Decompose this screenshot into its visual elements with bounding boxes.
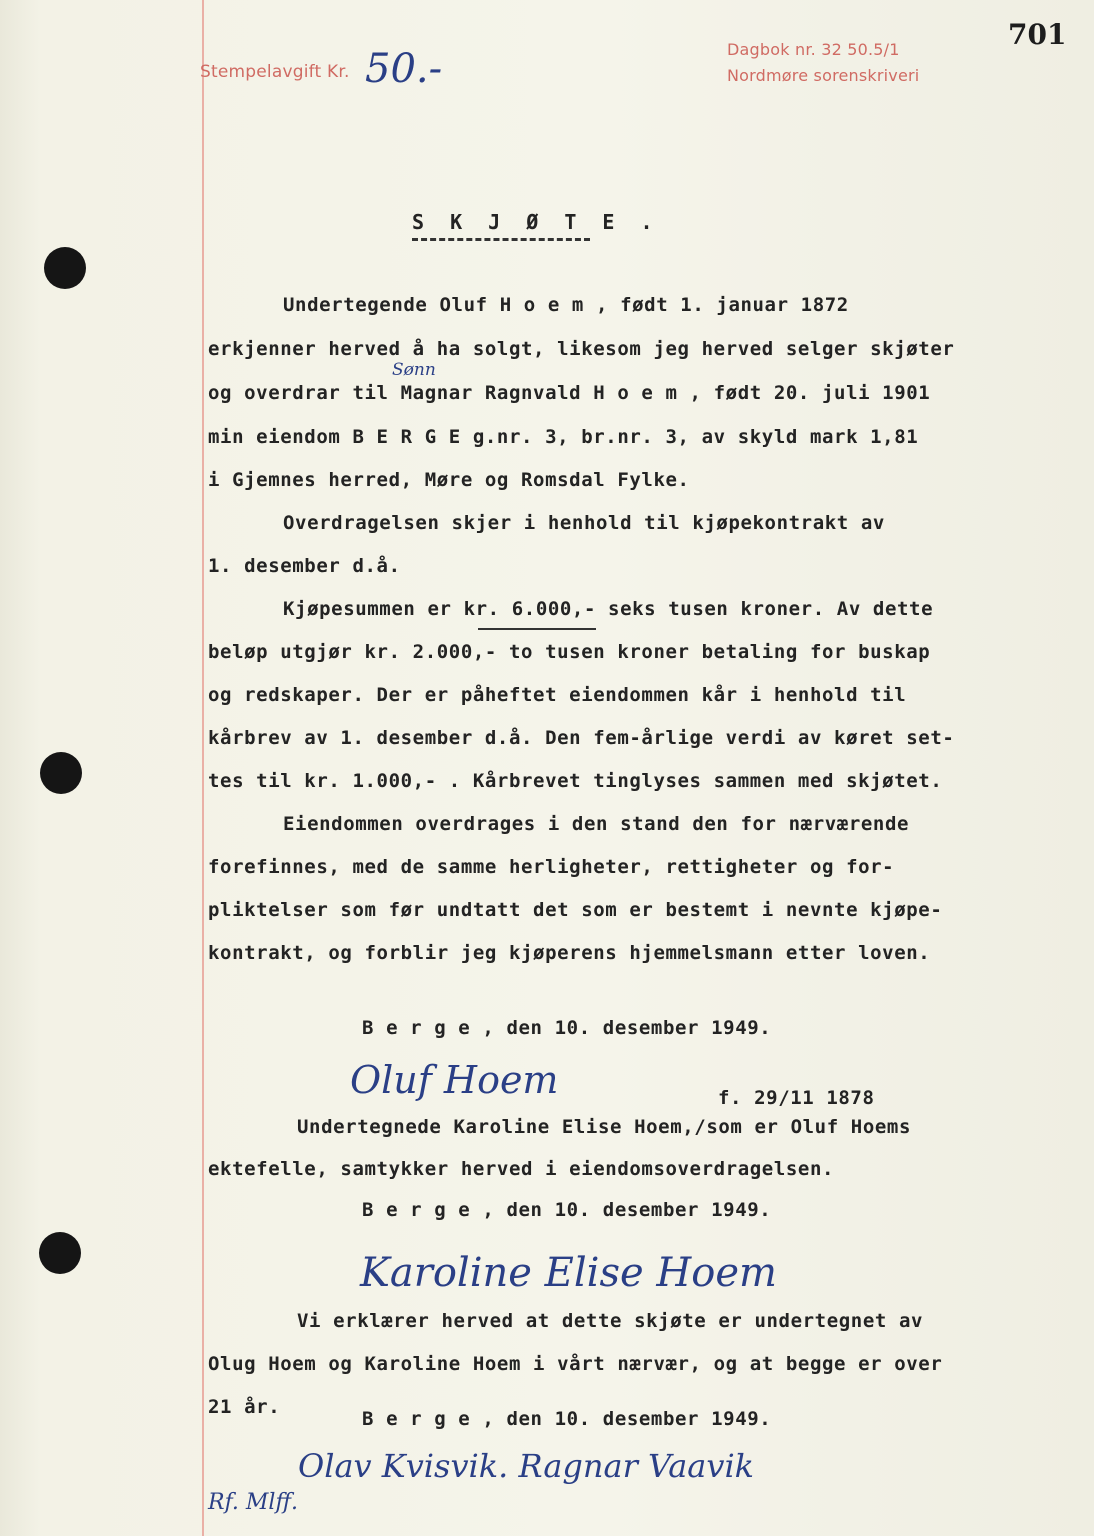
place-date-2: B e r g e , den 10. desember 1949. — [362, 1199, 772, 1221]
body-line-2: erkjenner herved å ha solgt, likesom jeg herved selger skjøter — [208, 338, 955, 360]
place-date-1: B e r g e , den 10. desember 1949. — [362, 1017, 772, 1039]
witness-line-1: Vi erklærer herved at dette skjøte er undertegnet av — [297, 1310, 924, 1332]
body-line-13: Eiendommen overdrages i den stand den for nærværende — [283, 813, 910, 835]
birth-note: f. 29/11 1878 — [718, 1087, 875, 1109]
title-underline — [412, 238, 590, 241]
body-line-14: forefinnes, med de samme herligheter, rettigheter og for- — [208, 856, 895, 878]
body-line-6: Overdragelsen skjer i henhold til kjøpekontrakt av — [283, 512, 885, 534]
spouse-line-1: Undertegnede Karoline Elise Hoem,/som er Oluf Hoems — [297, 1116, 911, 1138]
handwritten-insert: Sønn — [392, 360, 436, 380]
body-line-12: tes til kr. 1.000,- . Kårbrevet tinglyses sammen med skjøtet. — [208, 770, 943, 792]
margin-line — [202, 0, 204, 1536]
register-stamp-line2: Nordmøre sorenskriveri — [727, 66, 920, 85]
witness-line-2: Olug Hoem og Karoline Hoem i vårt nærvær, og at begge er over — [208, 1353, 943, 1375]
signature-witnesses: Olav Kvisvik. Ragnar Vaavik — [298, 1447, 755, 1485]
body-line-10: og redskaper. Der er påheftet eiendommen kår i henhold til — [208, 684, 907, 706]
clerk-note: Rf. Mlff. — [208, 1490, 299, 1515]
witness-line-3: 21 år. — [208, 1396, 281, 1418]
body-line-7: 1. desember d.å. — [208, 555, 401, 577]
amount-underline — [478, 628, 596, 630]
register-stamp-line1: Dagbok nr. 32 50.5/1 — [727, 40, 900, 59]
body-line-4: min eiendom B E R G E g.nr. 3, br.nr. 3, av skyld mark 1,81 — [208, 426, 919, 448]
body-line-8: Kjøpesummen er kr. 6.000,- seks tusen kroner. Av dette — [283, 598, 934, 620]
body-line-15: pliktelser som før undtatt det som er bestemt i nevnte kjøpe- — [208, 899, 943, 921]
page-number: 701 — [1008, 18, 1067, 51]
spouse-line-2: ektefelle, samtykker herved i eiendomsoverdragelsen. — [208, 1158, 835, 1180]
place-date-3: B e r g e , den 10. desember 1949. — [362, 1408, 772, 1430]
punch-hole-top — [44, 247, 86, 289]
body-line-11: kårbrev av 1. desember d.å. Den fem-årlige verdi av køret set- — [208, 727, 955, 749]
body-line-3: og overdrar til Magnar Ragnvald H o e m , født 20. juli 1901 — [208, 382, 931, 404]
punch-hole-bottom — [39, 1232, 81, 1274]
signature-seller: Oluf Hoem — [350, 1058, 559, 1102]
punch-hole-middle — [40, 752, 82, 794]
stamp-duty-value: 50.- — [365, 46, 443, 92]
document-title: S K J Ø T E . — [412, 210, 660, 234]
body-line-16: kontrakt, og forblir jeg kjøperens hjemmelsmann etter loven. — [208, 942, 931, 964]
body-line-9: beløp utgjør kr. 2.000,- to tusen kroner betaling for buskap — [208, 641, 931, 663]
signature-spouse: Karoline Elise Hoem — [360, 1250, 777, 1296]
body-line-5: i Gjemnes herred, Møre og Romsdal Fylke. — [208, 469, 690, 491]
body-line-1: Undertegende Oluf H o e m , født 1. januar 1872 — [283, 294, 849, 316]
stamp-duty-label: Stempelavgift Kr. — [200, 62, 350, 82]
